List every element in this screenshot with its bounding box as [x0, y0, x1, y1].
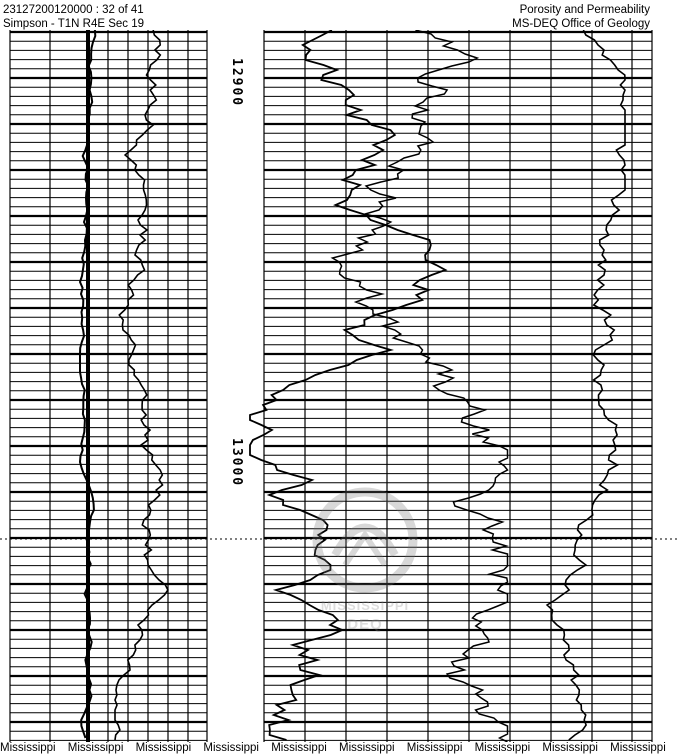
footer-label: Mississippi [542, 742, 598, 754]
footer-label: Mississippi [474, 742, 531, 754]
footer-label: Mississippi [0, 742, 56, 754]
depth-marker-13000: 13000 [229, 438, 244, 488]
log-curves [0, 30, 678, 742]
well-id: 23127200120000 : 32 of 41 [3, 4, 144, 16]
footer-label: Mississippi [610, 742, 666, 754]
footer-label: Mississippi [67, 742, 124, 754]
footer-label: Mississippi [135, 742, 192, 754]
watermark-line2: DEQ [347, 616, 383, 633]
footer-label: Mississippi [406, 742, 463, 754]
well-location: Simpson - T1N R4E Sec 19 [3, 18, 145, 30]
depth-marker-12900: 12900 [229, 58, 244, 108]
header-right [512, 3, 650, 31]
left-track-grid [10, 30, 207, 742]
footer-label: Mississippi [203, 742, 259, 754]
right-track-grid [264, 30, 652, 742]
header-left [3, 3, 144, 31]
footer-label: Mississippi [271, 742, 327, 754]
agency: MS-DEQ Office of Geology [512, 18, 650, 30]
watermark-line1: MISSISSIPPI [320, 598, 410, 613]
well-log-scan [0, 30, 678, 742]
footer-strip [0, 741, 678, 755]
footer-label: Mississippi [338, 742, 395, 754]
log-type: Porosity and Permeability [519, 4, 650, 16]
